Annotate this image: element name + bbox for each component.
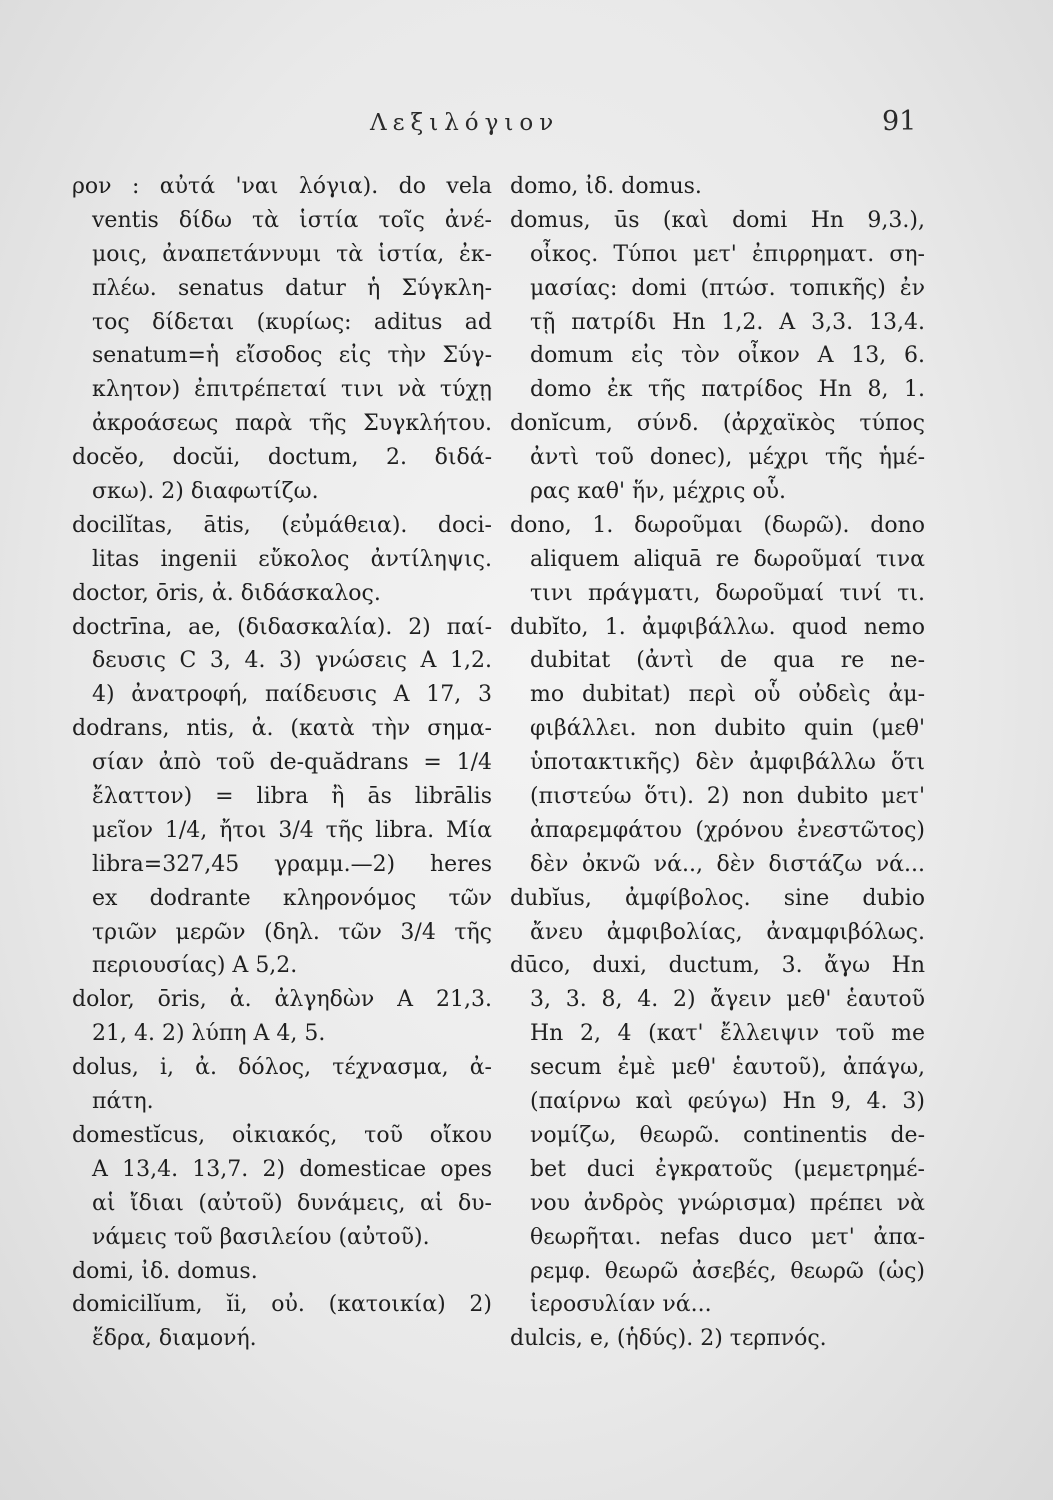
- page-number: 91: [882, 106, 917, 137]
- text-line: ἄνευ ἀμφιβολίας, ἀναμφιβόλως.: [530, 919, 925, 945]
- text-line: ἀπαρεμφάτου (χρόνου ἐνεστῶτος): [530, 817, 925, 843]
- text-line: φιβάλλει. non dubito quin (μεθ': [530, 716, 925, 742]
- text-line: σίαν ἀπὸ τοῦ de-quădrans = 1/4: [92, 750, 492, 776]
- text-line: δευσις C 3, 4. 3) γνώσεις A 1,2.: [92, 648, 492, 674]
- text-line: ἕδρα, διαμονή.: [92, 1326, 257, 1352]
- text-line: σκω). 2) διαφωτίζω.: [92, 479, 319, 505]
- running-head: [0, 106, 1053, 146]
- text-line: τῇ πατρίδι Hn 1,2. A 3,3. 13,4.: [530, 309, 925, 335]
- text-line: τινι πράγματι, δωροῦμαί τινί τι.: [530, 580, 925, 606]
- text-line: δὲν ὀκνῶ νά.., δὲν διστάζω νά...: [530, 851, 925, 877]
- text-line: νάμεις τοῦ βασιλείου (αὐτοῦ).: [92, 1224, 430, 1250]
- text-line: Hn 2, 4 (κατ' ἔλλειψιν τοῦ me: [530, 1021, 925, 1047]
- dictionary-entry: domus, ūs (καὶ domi Hn 9,3.),: [510, 207, 925, 233]
- text-line: ρον : αὐτά 'ναι λόγια). do vela: [72, 174, 492, 199]
- text-line: μασίας: domi (πτώσ. τοπικῆς) ἐν: [530, 275, 925, 301]
- text-line: ἔλαττον) = libra ἢ ās librālis: [92, 784, 492, 810]
- text-line: αἱ ἴδιαι (αὐτοῦ) δυνάμεις, αἱ δυ-: [92, 1190, 492, 1216]
- text-line: πάτη.: [92, 1089, 154, 1115]
- text-line: ὑποτακτικῆς) δὲν ἀμφιβάλλω ὅτι: [530, 750, 925, 776]
- text-line: ἀντὶ τοῦ donec), μέχρι τῆς ἡμέ-: [530, 445, 925, 471]
- text-line: μεῖον 1/4, ἤτοι 3/4 τῆς libra. Μία: [92, 817, 492, 843]
- dictionary-entry: docilĭtas, ātis, (εὐμάθεια). doci-: [72, 512, 492, 538]
- text-line: ventis δίδω τὰ ἱστία τοῖς ἀνέ-: [92, 207, 492, 233]
- dictionary-entry: docĕo, docŭi, doctum, 2. διδά-: [72, 445, 492, 471]
- text-line: οἶκος. Τύποι μετ' ἐπιρρηματ. ση-: [530, 241, 925, 267]
- dictionary-entry: dodrans, ntis, ἀ. (κατὰ τὴν σημα-: [72, 716, 492, 742]
- dictionary-entry: dūco, duxi, ductum, 3. ἄγω Hn: [510, 953, 925, 979]
- dictionary-entry: domi, ἰδ. domus.: [72, 1258, 258, 1284]
- text-line: 4) ἀνατροφή, παίδευσις A 17, 3: [92, 682, 492, 708]
- dictionary-entry: donĭcum, σύνδ. (ἀρχαϊκὸς τύπος: [510, 411, 925, 437]
- text-line: ρεμφ. θεωρῶ ἀσεβές, θεωρῶ (ὡς): [530, 1258, 925, 1284]
- dictionary-entry: domicilĭum, ĭi, οὐ. (κατοικία) 2): [72, 1292, 492, 1318]
- text-line: aliquem aliquā re δωροῦμαί τινα: [530, 546, 925, 572]
- text-line: senatum=ἡ εἴσοδος εἰς τὴν Σύγ-: [92, 343, 492, 369]
- running-title: Λεξιλόγιον: [370, 110, 560, 136]
- text-line: ex dodrante κληρονόμος τῶν: [92, 885, 492, 911]
- dictionary-entry: dolor, ōris, ἀ. ἀλγηδὼν A 21,3.: [72, 987, 492, 1013]
- dictionary-entry: dolus, i, ἀ. δόλος, τέχνασμα, ἀ-: [72, 1055, 492, 1081]
- text-line: domo ἐκ τῆς πατρίδος Hn 8, 1.: [530, 377, 925, 403]
- text-line: 3, 3. 8, 4. 2) ἄγειν μεθ' ἑαυτοῦ: [530, 987, 925, 1013]
- text-line: νου ἀνδρὸς γνώρισμα) πρέπει νὰ: [530, 1190, 925, 1216]
- text-line: τος δίδεται (κυρίως: aditus ad: [92, 309, 492, 335]
- dictionary-entry: dono, 1. δωροῦμαι (δωρῶ). dono: [510, 512, 925, 538]
- text-line: litas ingenii εὔκολος ἀντίληψις.: [92, 546, 492, 572]
- dictionary-entry: doctor, ōris, ἀ. διδάσκαλος.: [72, 580, 381, 606]
- dictionary-entry: domestĭcus, οἰκιακός, τοῦ οἴκου: [72, 1122, 492, 1148]
- dictionary-entry: doctrīna, ae, (διδασκαλία). 2) παί-: [72, 614, 492, 640]
- right-column: [510, 170, 925, 1356]
- text-line: θεωρῆται. nefas duco μετ' ἀπα-: [530, 1224, 925, 1250]
- text-line: A 13,4. 13,7. 2) domesticae opes: [92, 1156, 492, 1182]
- text-line: dubitat (ἀντὶ de qua re ne-: [530, 648, 925, 674]
- text-line: πλέω. senatus datur ἡ Σύγκλη-: [92, 275, 492, 301]
- left-column: [72, 170, 492, 1356]
- text-line: μοις, ἀναπετάννυμι τὰ ἱστία, ἐκ-: [92, 241, 492, 267]
- text-line: ἱεροσυλίαν νά...: [530, 1292, 712, 1318]
- text-line: ἀκροάσεως παρὰ τῆς Συγκλήτου.: [92, 411, 492, 437]
- text-line: secum ἐμὲ μεθ' ἑαυτοῦ), ἀπάγω,: [530, 1055, 925, 1081]
- text-line: (παίρνω καὶ φεύγω) Hn 9, 4. 3): [530, 1089, 925, 1115]
- text-line: 21, 4. 2) λύπη A 4, 5.: [92, 1021, 326, 1047]
- text-line: libra=327,45 γραμμ.—2) heres: [92, 851, 492, 877]
- dictionary-entry: dubĭto, 1. ἀμφιβάλλω. quod nemo: [510, 614, 925, 640]
- text-line: domum εἰς τὸν οἶκον A 13, 6.: [530, 343, 925, 369]
- dictionary-entry: dulcis, e, (ἡδύς). 2) τερπνός.: [510, 1326, 827, 1352]
- text-line: (πιστεύω ὅτι). 2) non dubito μετ': [530, 784, 925, 810]
- text-line: κλητον) ἐπιτρέπεταί τινι νὰ τύχῃ: [92, 377, 492, 403]
- dictionary-entry: domo, ἰδ. domus.: [510, 174, 702, 199]
- text-line: ρας καθ' ἥν, μέχρις οὗ.: [530, 479, 787, 505]
- text-line: τριῶν μερῶν (δηλ. τῶν 3/4 τῆς: [92, 919, 492, 945]
- text-line: mo dubitat) περὶ οὗ οὐδεὶς ἀμ-: [530, 682, 925, 708]
- text-line: περιουσίας) A 5,2.: [92, 953, 298, 979]
- dictionary-entry: dubĭus, ἀμφίβολος. sine dubio: [510, 885, 925, 911]
- text-line: bet duci ἐγκρατοῦς (μεμετρημέ-: [530, 1156, 925, 1182]
- text-line: νομίζω, θεωρῶ. continentis de-: [530, 1122, 925, 1148]
